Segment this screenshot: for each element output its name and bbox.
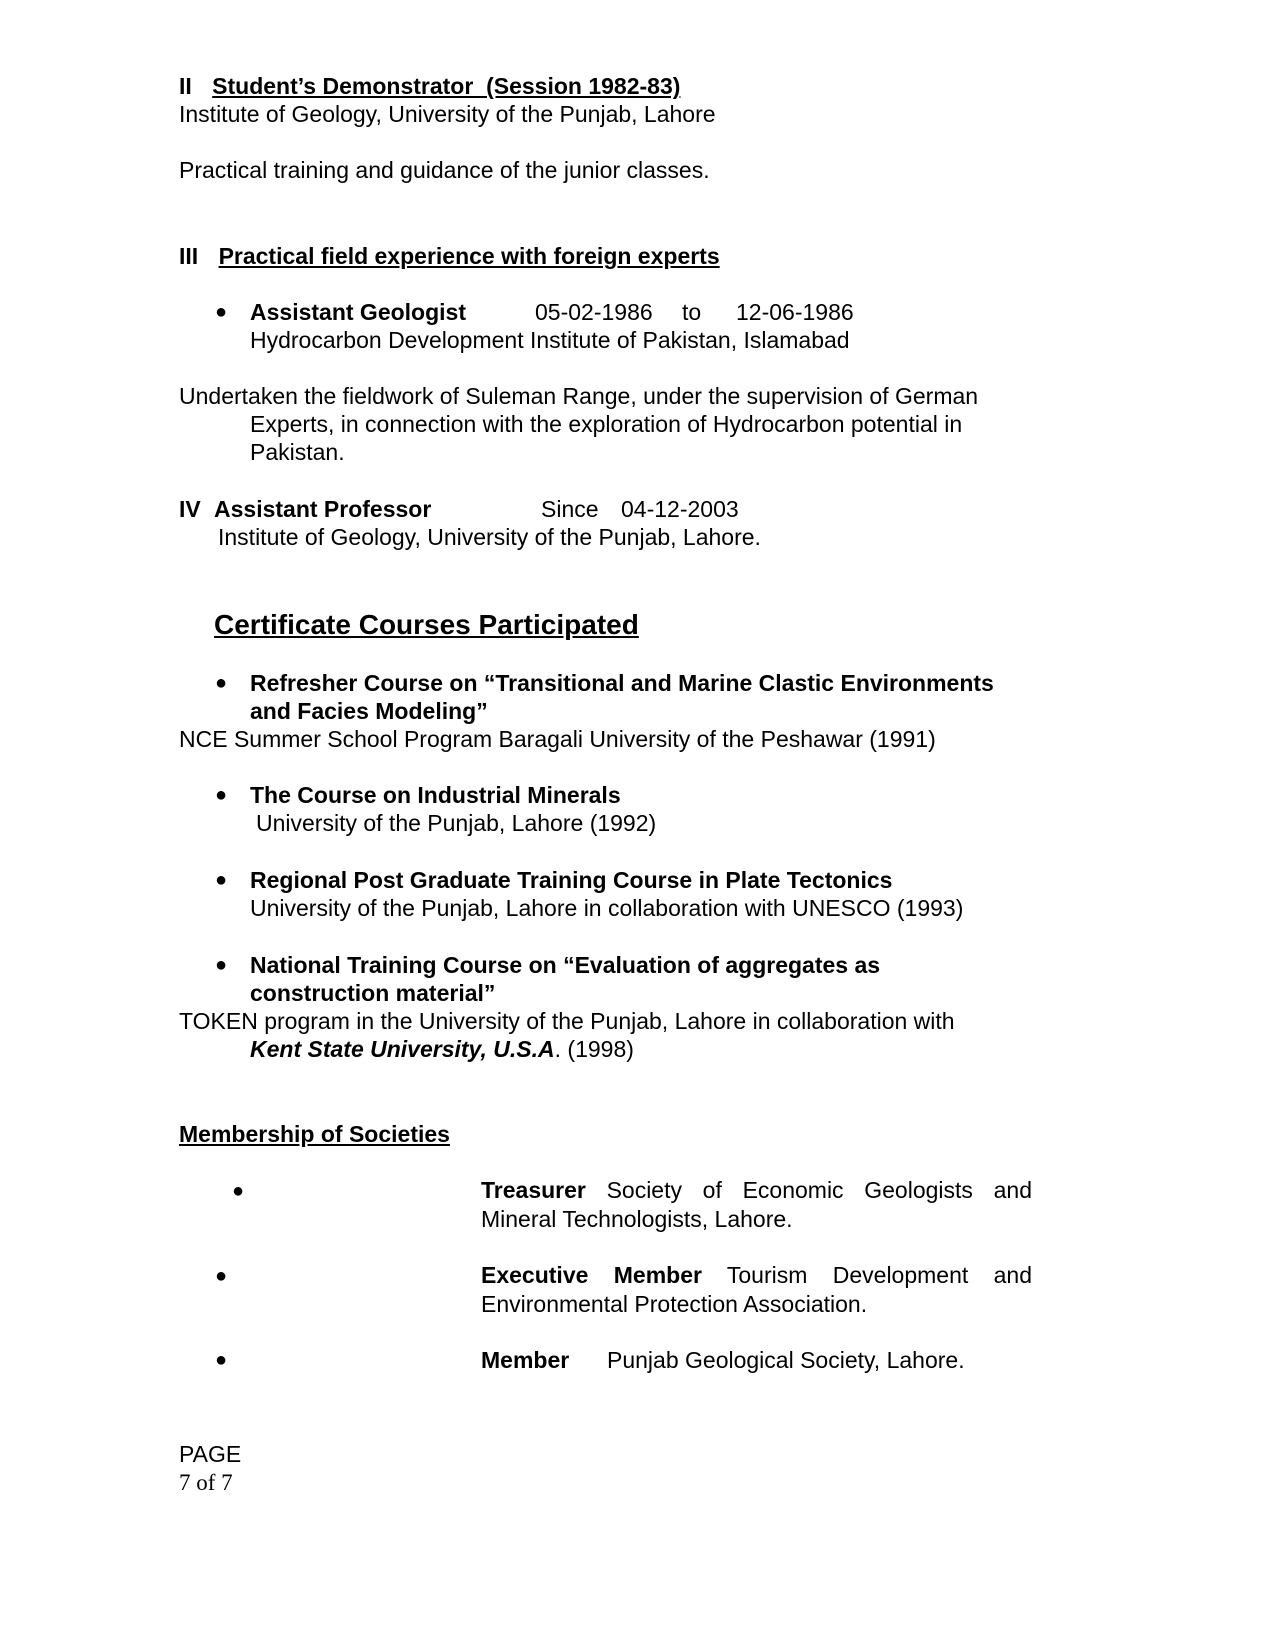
bullet-icon: ● xyxy=(215,784,228,806)
certificate-4-title-line2: construction material” xyxy=(250,980,496,1006)
membership-2-line2: Environmental Protection Association. xyxy=(481,1291,868,1317)
certificate-4-year: . (1998) xyxy=(554,1036,634,1062)
certificate-2-title: The Course on Industrial Minerals xyxy=(250,782,621,808)
section-iv-institute: Institute of Geology, University of the Punjab, Lahore. xyxy=(218,524,761,550)
certificate-1-title-line2: and Facies Modeling” xyxy=(250,698,488,724)
bullet-icon: ● xyxy=(215,1265,228,1287)
membership-1-line2: Mineral Technologists, Lahore. xyxy=(481,1206,793,1232)
section-iii-role: Assistant Geologist xyxy=(250,299,466,325)
section-iii-date-from: 05-02-1986 xyxy=(535,299,653,325)
section-iii-heading: Practical field experience with foreign experts xyxy=(218,243,720,269)
certificates-heading: Certificate Courses Participated xyxy=(214,609,639,640)
certificate-4-title-line1: National Training Course on “Evaluation of aggregates as xyxy=(250,952,881,978)
section-iii-numeral: III xyxy=(179,243,199,269)
section-ii-heading: Student’s Demonstrator (Session 1982-83) xyxy=(212,73,681,99)
bullet-icon: ● xyxy=(232,1180,245,1202)
membership-1-line1 xyxy=(481,1176,1032,1205)
section-iv-numeral: IV xyxy=(179,496,201,522)
certificate-2-detail: University of the Punjab, Lahore (1992) xyxy=(256,810,657,836)
membership-heading: Membership of Societies xyxy=(179,1121,450,1147)
section-iii-date-to: 12-06-1986 xyxy=(736,299,854,325)
certificate-4-detail-line2 xyxy=(250,1035,634,1063)
membership-2-role: Executive Member xyxy=(481,1262,702,1288)
bullet-icon: ● xyxy=(215,301,228,323)
section-iv-since-date: 04-12-2003 xyxy=(621,496,739,522)
membership-1-text: Society of Economic Geologists and xyxy=(606,1177,1032,1203)
section-iii-organization: Hydrocarbon Development Institute of Pakistan, Islamabad xyxy=(250,327,850,353)
bullet-icon: ● xyxy=(215,1349,228,1371)
section-iii-description-line1: Undertaken the fieldwork of Suleman Range, under the supervision of German xyxy=(179,383,979,409)
membership-3-text: Punjab Geological Society, Lahore. xyxy=(607,1347,965,1373)
membership-2-text: Tourism Development and xyxy=(726,1262,1032,1288)
section-iii-description-line3: Pakistan. xyxy=(250,439,345,465)
section-ii-heading-row xyxy=(179,72,680,100)
page-label: PAGE xyxy=(179,1441,242,1467)
certificate-3-detail: University of the Punjab, Lahore in collaboration with UNESCO (1993) xyxy=(250,895,964,921)
page-number: 7 of 7 xyxy=(179,1470,233,1495)
section-ii-institute: Institute of Geology, University of the Punjab, Lahore xyxy=(179,101,716,127)
section-iv-role: Assistant Professor xyxy=(214,496,432,522)
membership-3-role: Member xyxy=(481,1347,570,1373)
section-ii-numeral: II xyxy=(179,73,192,99)
section-iii-description-line2: Experts, in connection with the exploration of Hydrocarbon potential in xyxy=(250,411,963,437)
section-ii-description: Practical training and guidance of the junior classes. xyxy=(179,157,710,183)
bullet-icon: ● xyxy=(215,954,228,976)
section-iv-since-word: Since xyxy=(541,496,599,522)
membership-2-line1 xyxy=(481,1261,1032,1290)
section-iii-heading-row xyxy=(179,242,720,270)
certificate-3-title: Regional Post Graduate Training Course in Plate Tectonics xyxy=(250,867,893,893)
certificate-4-detail-line1: TOKEN program in the University of the Punjab, Lahore in collaboration with xyxy=(179,1008,955,1034)
membership-1-role: Treasurer xyxy=(481,1177,586,1203)
certificate-4-university: Kent State University, U.S.A xyxy=(250,1036,555,1062)
certificate-1-title-line1: Refresher Course on “Transitional and Marine Clastic Environments xyxy=(250,670,994,696)
bullet-icon: ● xyxy=(215,869,228,891)
bullet-icon: ● xyxy=(215,672,228,694)
certificate-1-detail: NCE Summer School Program Baragali University of the Peshawar (1991) xyxy=(179,726,936,752)
section-iii-date-to-word: to xyxy=(682,299,702,325)
